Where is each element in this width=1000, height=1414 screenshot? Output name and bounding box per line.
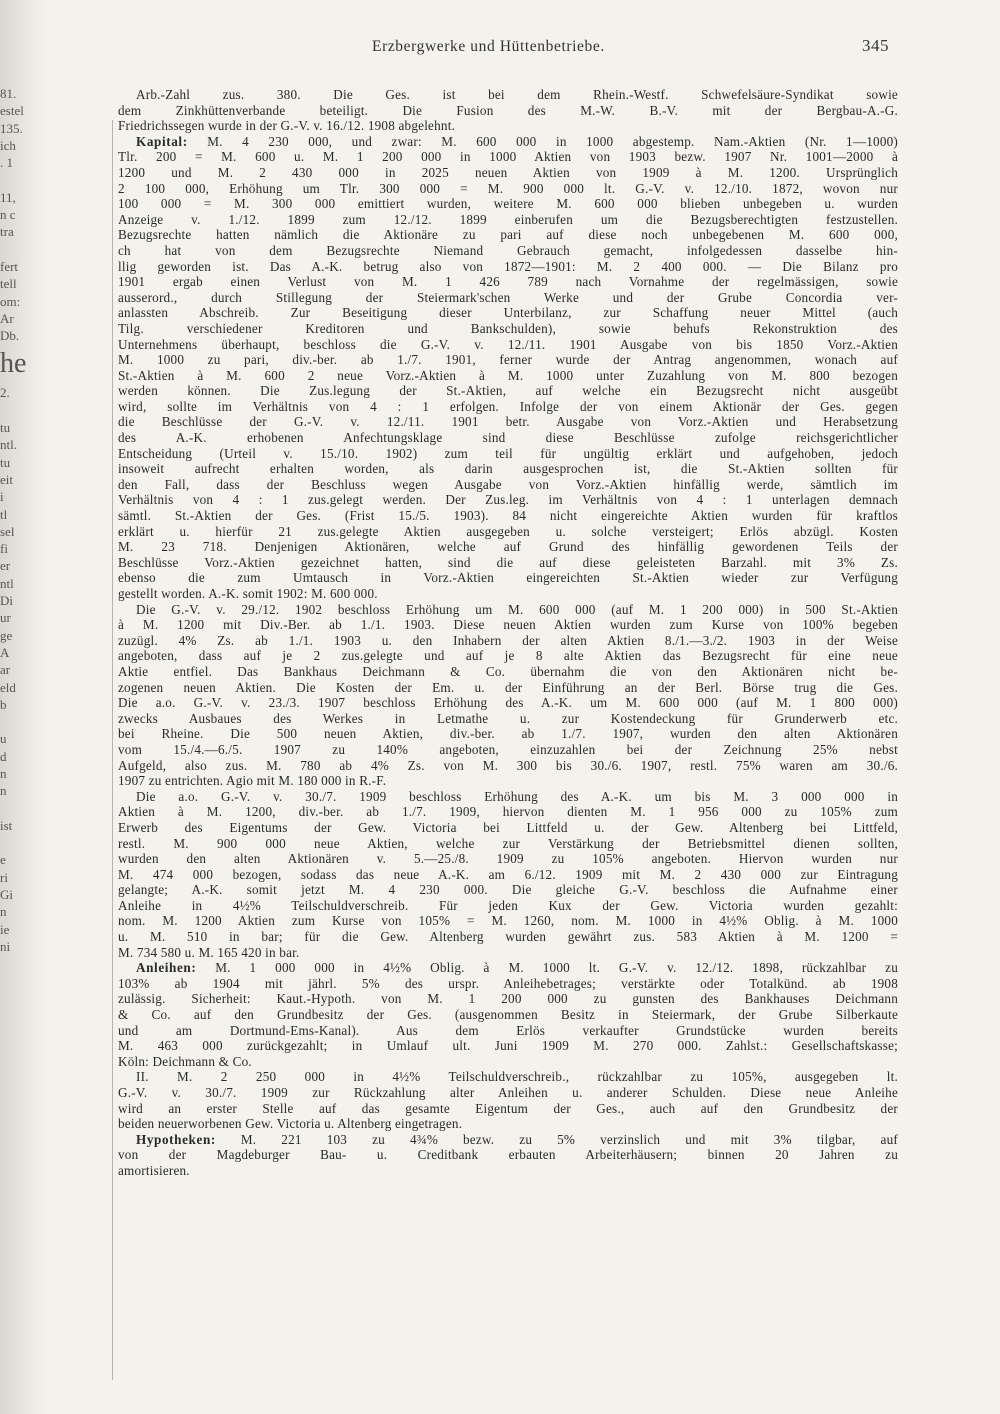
line-text: sämtl. St.-Aktien der Ges. (Frist 15./5. 1903). 84 nicht eingereichte Aktien wurden für kraftlos <box>118 508 898 524</box>
line-text: amortisieren. <box>118 1162 190 1178</box>
paragraph <box>118 87 898 134</box>
fragment-line: . 1 <box>0 155 13 171</box>
text-line <box>118 1132 898 1148</box>
text-line <box>118 680 898 696</box>
text-line <box>118 555 898 571</box>
line-text: Beschlüsse Vorz.-Aktien gezeichnet hatten, sind die auf diese geleisteten Barzahl. mit 3% Zs. <box>118 554 898 570</box>
fragment-line: tu <box>0 454 11 470</box>
line-text: Unternehmens überhaupt, beschloss die G.-V. v. 12./11. 1901 Ausgabe von bis 1850 Vorz.-Aktien <box>118 336 898 352</box>
fragment-line: 11, <box>0 189 16 205</box>
text-line <box>118 867 898 883</box>
text-line <box>118 337 898 353</box>
text-line <box>118 243 898 259</box>
body-text <box>118 87 898 1179</box>
fragment-line: d <box>0 748 7 764</box>
fragment-line <box>0 800 44 817</box>
text-line <box>118 196 898 212</box>
line-text: 2 100 000, Erhöhung um Tlr. 300 000 = M. 900 000 lt. G.-V. v. 12./10. 1872, wovon nur <box>118 180 898 196</box>
text-line <box>118 1023 898 1039</box>
line-text: Entscheidung (Urteil v. 15./10. 1902) zum teil für ungültig erklärt und aufgehoben, jedoch <box>118 445 898 461</box>
fragment-line: Ar <box>0 310 14 326</box>
text-line <box>118 570 898 586</box>
text-line <box>118 321 898 337</box>
text-line <box>118 913 898 929</box>
line-text: M. 23 718. Denjenigen Aktionären, welche auf Grund des hinfällig gewordenen Teils der <box>118 539 898 555</box>
text-line <box>118 976 898 992</box>
line-text: Die G.-V. v. 29./12. 1902 beschloss Erhöhung um M. 600 000 (auf M. 1 200 000) in 500 St.-Aktien <box>136 601 898 617</box>
fragment-line <box>0 834 44 851</box>
fragment-line: 135. <box>0 120 23 136</box>
fragment-line: ni <box>0 938 11 954</box>
fragment-line: Db. <box>0 328 20 344</box>
text-line <box>118 446 898 462</box>
fragment-line: estel <box>0 103 24 119</box>
text-line <box>118 586 898 602</box>
line-text: Arb.-Zahl zus. 380. Die Ges. ist bei dem Rhein.-Westf. Schwefelsäure-Syndikat sowie <box>136 87 898 102</box>
fragment-line: ntl <box>0 575 14 591</box>
line-text: St.-Aktien à M. 600 2 neue Vorz.-Aktien à M. 1000 unter Zuzahlung von M. 800 bezogen <box>118 367 898 383</box>
text-line <box>118 695 898 711</box>
line-text: Aktien à M. 1200, div.-ber. ab 1./7. 1909, hiervon dienten M. 1 956 000 zu 105% zum <box>118 804 898 820</box>
line-text: M. 474 000 bezogen, sodass das neue A.-K. am 6./12. 1909 mit M. 2 430 000 zur Eintragung <box>118 866 898 882</box>
fragment-line <box>0 402 44 419</box>
text-line <box>118 383 898 399</box>
line-text: M. 463 000 zurückgezahlt; in Umlauf ult. Juni 1909 M. 270 000. Zahlst.: Gesellschaftskasse; <box>118 1038 898 1054</box>
text-line <box>118 836 898 852</box>
text-line <box>118 789 898 805</box>
paragraph <box>118 602 898 789</box>
text-line <box>118 773 898 789</box>
fragment-line: u <box>0 731 7 747</box>
line-text: angeboten, dass auf je 2 zus.gelegte und auf je 8 alte Aktien das Bezugsrecht für eine neue <box>118 648 898 664</box>
line-text: anlassten Abschreib. Zur Beseitigung dieser Unterbilanz, zur Schaffung neuer Mittel (auch <box>118 305 898 321</box>
fragment-line: eld <box>0 679 16 695</box>
fragment-line: Gi <box>0 887 13 903</box>
text-line <box>118 290 898 306</box>
fragment-line: tu <box>0 420 11 436</box>
line-text: Die a.o. G.-V. v. 23./3. 1907 beschloss Erhöhung des A.-K. um M. 600 000 (auf M. 1 800 000) <box>118 695 898 711</box>
text-line <box>118 882 898 898</box>
text-line <box>118 165 898 181</box>
paragraph <box>118 960 898 1069</box>
fragment-line: eit <box>0 471 13 487</box>
text-line <box>118 508 898 524</box>
line-text: wird, sollte im Verhältnis von 4 : 1 erfolgen. Infolge der von einem Aktionär der Ges. gegen <box>118 398 898 414</box>
fragment-line: ie <box>0 921 10 937</box>
text-line <box>118 851 898 867</box>
text-line <box>118 1101 898 1117</box>
line-text: Köln: Deichmann & Co. <box>118 1053 252 1069</box>
section-label: Hypotheken: <box>136 1131 216 1147</box>
text-line <box>118 430 898 446</box>
line-text: zwecks Ausbaues des Werkes in Letmathe u. zur Kostendeckung für Grunderwerb etc. <box>118 710 898 726</box>
fragment-line: ist <box>0 817 13 833</box>
fragment-line: he <box>0 348 27 380</box>
line-text: restl. M. 900 000 neue Aktien, welche zur Verstärkung der Betriebsmittel dienen sollten, <box>118 835 898 851</box>
text-line <box>118 648 898 664</box>
fragment-line <box>0 241 44 258</box>
line-text: zuzügl. 4% Zs. ab 1./1. 1903 u. den Inhabern der alten Aktien 8./1.—3./2. 1903 in der Weise <box>118 632 898 648</box>
line-text: bei Rheine. Die 500 neuen Aktien, div.-ber. ab 1./7. 1907, wurden den alten Aktionären <box>118 726 898 742</box>
line-text: G.-V. v. 30./7. 1909 zur Rückzahlung alter Anleihen u. anderer Schulden. Diese neue Anleihe <box>118 1085 898 1100</box>
line-text: die Beschlüsse der G.-V. v. 12./11. 1901 betr. Ausgabe von Vorz.-Aktien und Herabsetzung <box>118 414 898 430</box>
line-text: Aufgeld, also zus. M. 780 ab 4% Zs. von M. 300 bis 30./6. 1907, restl. 75% waren am 30./6. <box>118 757 898 773</box>
fragment-line: 2. <box>0 385 10 401</box>
text-line <box>118 477 898 493</box>
text-line <box>118 1163 898 1179</box>
line-text: Anleihe in 4½% Teilschuldverschreib. Für jeden Kux der Gew. Victoria wurden gezahlt: <box>118 897 898 913</box>
line-text: M. 734 580 u. M. 165 420 in bar. <box>118 944 300 960</box>
line-text: wurden den alten Aktionären v. 5.—25./8. 1909 zu 105% angeboten. Hiervon wurden nur <box>118 851 898 867</box>
paragraph <box>118 1132 898 1179</box>
line-text: insoweit aufrecht erhalten worden, als darin ausgesprochen ist, die St.-Aktien sollten für <box>118 461 898 477</box>
line-text: Verhältnis von 4 : 1 zus.gelegt werden. Der Zus.leg. im Verhältnis von 4 : 1 unterlagen demnach <box>118 492 898 508</box>
line-text: llig geworden ist. Das A.-K. betrug also von 1872—1901: M. 2 400 000. — Die Bilanz pro <box>118 258 898 274</box>
text-line <box>118 259 898 275</box>
line-text: & Co. auf den Grundbesitz der Ges. (ausgenommen Besitz in Steiermark, der Grube Silberkaute <box>118 1007 898 1023</box>
text-line <box>118 633 898 649</box>
text-line <box>118 87 898 103</box>
text-line <box>118 181 898 197</box>
text-line <box>118 134 898 150</box>
line-text: den Fall, dass der Beschluss wegen Ausgabe von Vorz.-Aktien hinfällig werde, sämtlich im <box>118 476 898 492</box>
text-line <box>118 399 898 415</box>
line-text: à M. 1200 mit Div.-Ber. ab 1./1. 1903. Diese neuen Aktien wurden zum Kurse von 100% begeben <box>118 617 898 633</box>
line-text: gelangte; A.-K. somit jetzt M. 4 230 000. Die gleiche G.-V. beschloss die Aufnahme einer <box>118 882 898 898</box>
fragment-line: ur <box>0 610 11 626</box>
line-text: 103% ab 1904 mit jährl. 5% des urspr. Anleihebetrages; verstärkte oder Totalkünd. ab 1908 <box>118 975 898 991</box>
text-line <box>118 804 898 820</box>
text-line <box>118 945 898 961</box>
line-text: 1907 zu entrichten. Agio mit M. 180 000 in R.-F. <box>118 773 387 789</box>
line-text: vom 15./4.—6./5. 1907 zu 140% angeboten, einzuzahlen bei der Zeichnung 25% nebst <box>118 741 898 757</box>
text-line <box>118 524 898 540</box>
section-label: Anleihen: <box>136 960 197 976</box>
text-line <box>118 368 898 384</box>
line-text: nom. M. 1200 Aktien zum Kurse von 105% = M. 1260, nom. M. 1000 in 4½% Oblig. à M. 1000 <box>118 913 898 929</box>
line-text: beiden neuerworbenen Gew. Victoria u. Altenberg eingetragen. <box>118 1116 463 1132</box>
line-text: Tilg. verschiedener Kreditoren und Bankschulden), sowie behufs Rekonstruktion des <box>118 320 898 336</box>
text-line <box>118 758 898 774</box>
line-text: Die a.o. G.-V. v. 30./7. 1909 beschloss Erhöhung des A.-K. um bis M. 3 000 000 in <box>136 788 898 804</box>
page-number: 345 <box>862 36 889 55</box>
fragment-line: fi <box>0 541 8 557</box>
line-text: Tlr. 200 = M. 600 u. M. 1 200 000 in 1000 Aktien von 1903 bezw. 1907 Nr. 1001—2000 à <box>118 149 898 165</box>
fragment-line: sel <box>0 523 15 539</box>
line-text: Bezugsrechte hatten nämlich die Aktionäre zu pari auf diese noch unbegebenen M. 600 000, <box>118 227 898 243</box>
fragment-line: ge <box>0 627 13 643</box>
line-text: und am Dortmund-Ems-Kanal). Aus dem Erlös verkaufter Grundstücke wurden bereits <box>118 1022 898 1038</box>
text-line <box>118 118 898 134</box>
text-line <box>118 1085 898 1101</box>
text-line <box>118 898 898 914</box>
text-line <box>118 711 898 727</box>
line-text: werden können. Die Zus.legung der St.-Aktien, auf welche ein Bezugsrecht nicht ausgeübt <box>118 383 898 399</box>
fragment-line: tra <box>0 224 14 240</box>
line-text: Aktie entfiel. Das Bankhaus Deichmann & Co. übernahm die von den Aktionären nicht be- <box>118 663 898 679</box>
line-text: dem Zinkhüttenverbande beteiligt. Die Fusion des M.-W. B.-V. mit der Bergbau-A.-G. <box>118 102 898 118</box>
fragment-line: fert <box>0 258 19 274</box>
text-line <box>118 1116 898 1132</box>
fragment-line: A <box>0 644 10 660</box>
fragment-line: om: <box>0 293 21 309</box>
line-text: wird an erster Stelle auf das gesamte Eigentum der Ges., auch auf den Grundbesitz der <box>118 1100 898 1116</box>
fragment-line: n <box>0 904 7 920</box>
text-line <box>118 227 898 243</box>
fragment-line: tl <box>0 506 8 522</box>
fragment-line <box>0 171 44 188</box>
text-line <box>118 617 898 633</box>
text-line <box>118 274 898 290</box>
text-line <box>118 461 898 477</box>
line-text: des A.-K. erhobenen Anfechtungsklage sind diese Beschlüsse zufolge reichsgerichtlicher <box>118 430 898 446</box>
text-line <box>118 991 898 1007</box>
line-text: erklärt u. hierfür 21 zus.gelegte Aktien ausgegeben u. solche versteigert; Erlös abzügl. Kosten <box>118 523 898 539</box>
line-text: 100 000 = M. 300 000 emittiert wurden, weitere M. 600 000 blieben unbegeben u. wurden <box>118 196 898 212</box>
fragment-line: er <box>0 558 11 574</box>
text-line <box>118 1147 898 1163</box>
text-line <box>118 414 898 430</box>
text-line <box>118 664 898 680</box>
line-text: M. 1000 zu pari, div.-ber. ab 1./7. 1901, ferner wurde der Antrag angenommen, wonach auf <box>118 352 898 368</box>
text-line <box>118 960 898 976</box>
text-line <box>118 352 898 368</box>
text-line <box>118 1007 898 1023</box>
fragment-line: ar <box>0 662 11 678</box>
text-line <box>118 1054 898 1070</box>
line-text: von der Magdeburger Bau- u. Creditbank erbauten Arbeiterhäusern; binnen 20 Jahren zu <box>118 1147 898 1163</box>
text-line <box>118 492 898 508</box>
line-text: Anzeige v. 1./12. 1899 zum 12./12. 1899 einberufen um die Bezugsberechtigten festzustellen. <box>118 211 898 227</box>
fragment-line: n <box>0 783 7 799</box>
gutter-line <box>112 120 113 1380</box>
text-line <box>118 1069 898 1085</box>
fragment-line: i <box>0 489 4 505</box>
text-line <box>118 820 898 836</box>
line-text: II. M. 2 250 000 in 4½% Teilschuldverschreib., rückzahlbar zu 105%, ausgegeben lt. <box>136 1069 898 1085</box>
paragraph <box>118 789 898 961</box>
fragment-line: 81. <box>0 86 17 101</box>
fragment-line: b <box>0 696 7 712</box>
line-text: 1200 und M. 2 430 000 in 2025 neuen Aktien von 1909 à M. 1200. Ursprünglich <box>118 164 898 180</box>
text-line <box>118 539 898 555</box>
line-text: ausserord., durch Stillegung der Steiermark'schen Werke und der Grube Concordia ver- <box>118 289 898 305</box>
text-line <box>118 1038 898 1054</box>
text-line <box>118 602 898 618</box>
line-text: zulässig. Sicherheit: Kaut.-Hypoth. von M. 1 200 000 zu gunsten des Bankhauses Deichmann <box>118 991 898 1007</box>
text-line <box>118 149 898 165</box>
fragment-line: tell <box>0 276 17 292</box>
fragment-line: ri <box>0 869 8 885</box>
fragment-line: Di <box>0 593 13 609</box>
fragment-line: ich <box>0 137 16 153</box>
fragment-line: n <box>0 765 7 781</box>
line-text: ch hat von dem Bezugsrechte Niemand Gebrauch gemacht, infolgedessen dasselbe hin- <box>118 242 898 258</box>
line-text: M. 1 000 000 in 4½% Oblig. à M. 1000 lt. G.-V. v. 12./12. 1898, rückzahlbar zu <box>196 960 898 976</box>
text-line <box>118 742 898 758</box>
line-text: M. 221 103 zu 4¾% bezw. zu 5% verzinslich und mit 3% tilgbar, auf <box>215 1131 898 1147</box>
line-text: Erwerb des Eigentums der Gew. Victoria bei Littfeld u. der Gew. Altenberg bei Littfeld, <box>118 819 898 835</box>
line-text: u. M. 510 in bar; für die Gew. Altenberg wurden gewährt zus. 583 Aktien à M. 1200 = <box>118 929 898 945</box>
line-text: M. 4 230 000, und zwar: M. 600 000 in 1000 abgestemp. Nam.-Aktien (Nr. 1—1000) <box>187 133 898 149</box>
text-line <box>118 929 898 945</box>
fragment-line: ntl. <box>0 437 17 453</box>
text-line <box>118 212 898 228</box>
fragment-line: n c <box>0 207 16 223</box>
section-label: Kapital: <box>136 133 188 149</box>
adjacent-page-fragments <box>0 85 44 955</box>
line-text: zogenen neuen Aktien. Die Kosten der Em. u. der Einführung an der Berl. Börse trug die Ges. <box>118 679 898 695</box>
paragraph <box>118 134 898 602</box>
text-line <box>118 726 898 742</box>
fragment-line: e <box>0 852 6 868</box>
line-text: gestellt worden. A.-K. somit 1902: M. 600 000. <box>118 586 378 601</box>
line-text: Friedrichssegen wurde in der G.-V. v. 16./12. 1908 abgelehnt. <box>118 118 456 134</box>
line-text: ebenso die zum Umtausch in Vorz.-Aktien eingereichten St.-Aktien wieder zur Verfügung <box>118 570 898 586</box>
text-line <box>118 103 898 119</box>
fragment-line <box>0 713 44 730</box>
text-line <box>118 305 898 321</box>
running-head: Erzbergwerke und Hüttenbetriebe. <box>372 38 605 55</box>
paragraph <box>118 1069 898 1131</box>
line-text: 1901 ergab einen Verlust von M. 1 426 789 nach Vornahme der regelmässigen, sowie <box>118 274 898 290</box>
